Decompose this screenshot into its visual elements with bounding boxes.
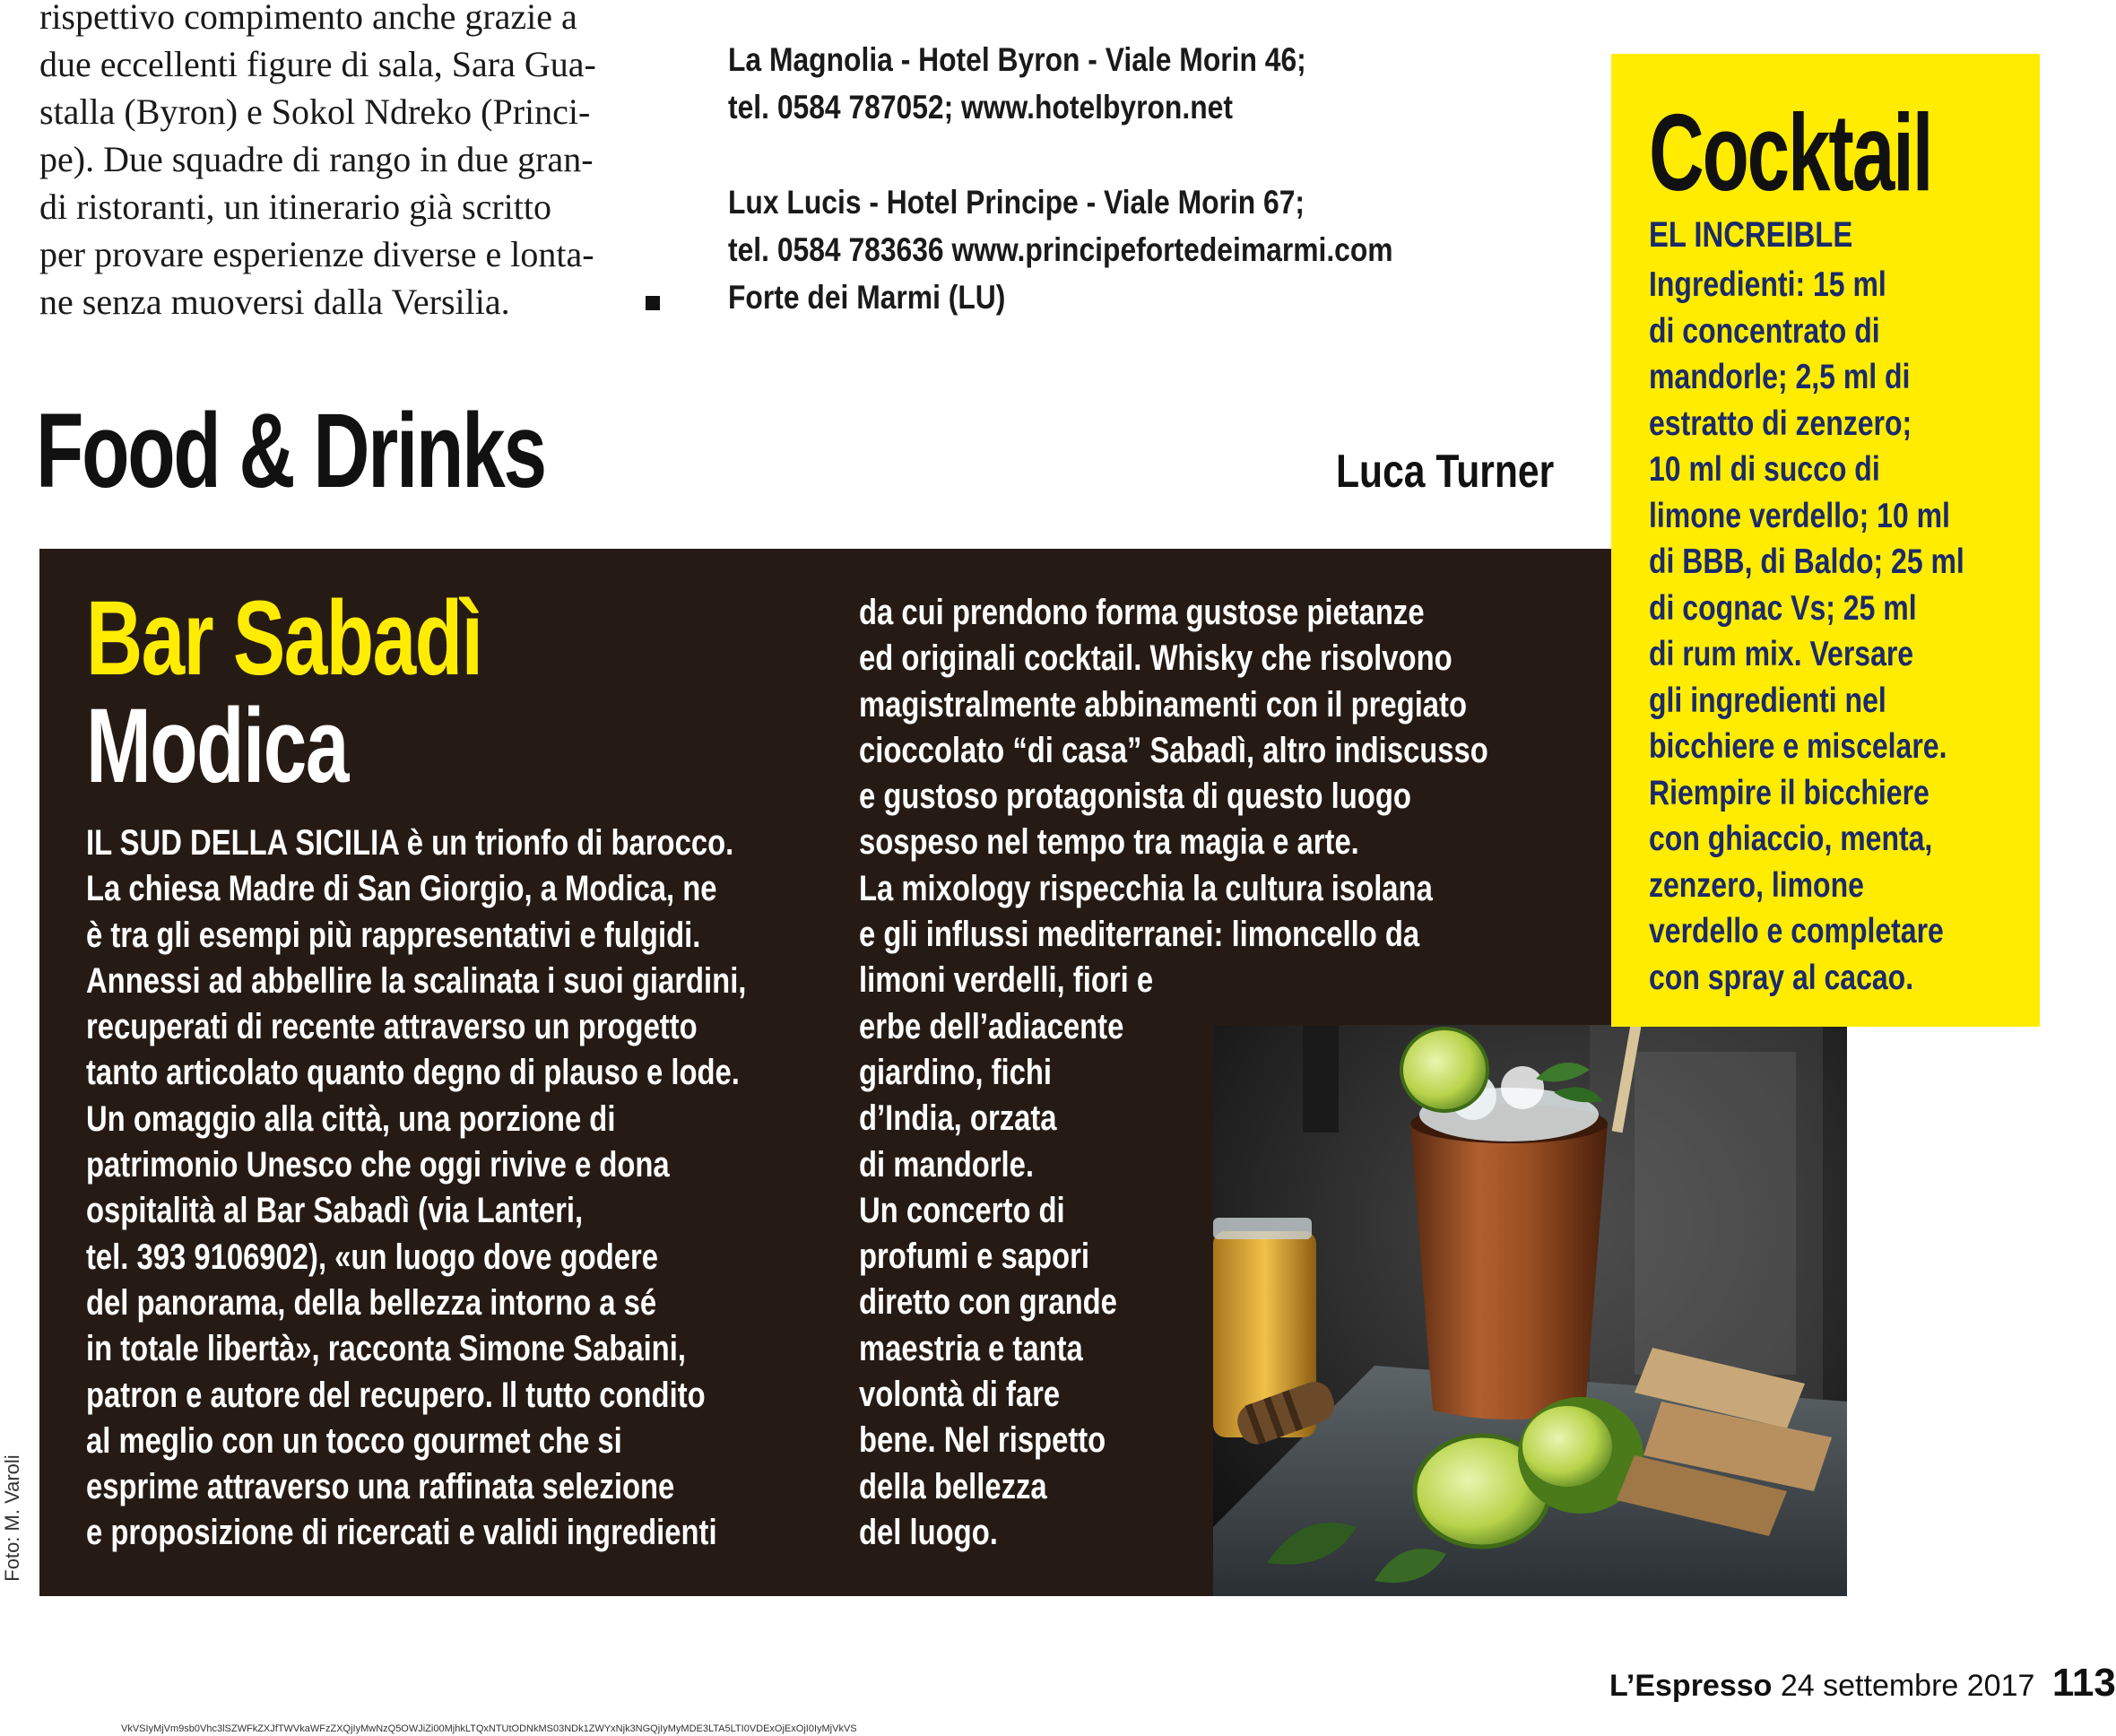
text-line: IL SUD DELLA SICILIA è un trionfo di barocco. xyxy=(86,823,734,863)
text-line: di ristoranti, un itinerario già scritto xyxy=(39,187,551,227)
text-line: La chiesa Madre di San Giorgio, a Modica, ne xyxy=(86,869,717,909)
text-line: Riempire il bicchiere xyxy=(1649,773,1930,812)
text-line: bene. Nel rispetto xyxy=(859,1420,1106,1461)
text-line: del luogo. xyxy=(859,1512,998,1552)
text-line: e gustoso protagonista di questo luogo xyxy=(859,777,1411,817)
text-line: Ingredienti: 15 ml xyxy=(1649,265,1886,304)
tracking-code: VkVSIyMjVm9sb0Vhc3lSZWFkZXJfTWVkaWFzZXQjIyMwNzQ5OWJiZi00MjhkLTQxNTUtODNkMS03NDk1ZWYxNjk3NGQjIyMyMDE3LTA5LTI0VDExOjExOjI0IyMjVkVS xyxy=(121,1723,857,1734)
text-line: di rum mix. Versare xyxy=(1649,635,1914,673)
text-line: 10 ml di succo di xyxy=(1649,450,1880,489)
page-footer xyxy=(1609,1661,2116,1706)
text-line: due eccellenti figure di sala, Sara Gua- xyxy=(39,44,596,84)
text-line: gli ingredienti nel xyxy=(1649,681,1886,720)
text-line: di mandorle. xyxy=(859,1144,1035,1185)
text-line: bicchiere e miscelare. xyxy=(1649,727,1947,766)
address-line: La Magnolia - Hotel Byron - Viale Morin 46; xyxy=(728,41,1306,78)
text-line: tanto articolato quanto degno di plauso e lode. xyxy=(86,1053,740,1093)
text-line: zenzero, limone xyxy=(1649,865,1864,905)
address-line: Lux Lucis - Hotel Principe - Viale Morin 67; xyxy=(728,184,1305,221)
text-line: ne senza muoversi dalla Versilia. xyxy=(39,282,510,322)
text-line: esprime attraverso una raffinata selezione xyxy=(86,1467,675,1507)
text-line: d’India, orzata xyxy=(859,1098,1057,1139)
text-line: e proposizione di ricercati e validi ingredienti xyxy=(86,1513,717,1553)
author-byline: Luca Turner xyxy=(1336,446,1555,498)
text-line: patrimonio Unesco che oggi rivive e dona xyxy=(86,1145,670,1185)
text-line: limone verdello; 10 ml xyxy=(1649,496,1950,535)
text-line: di cognac Vs; 25 ml xyxy=(1649,588,1917,628)
text-line: pe). Due squadre di rango in due gran- xyxy=(39,139,594,179)
cocktail-photo xyxy=(1213,1025,1847,1596)
text-line: per provare esperienze diverse e lonta- xyxy=(39,234,594,274)
text-line: sospeso nel tempo tra magia e arte. xyxy=(859,822,1359,863)
text-line: del panorama, della bellezza intorno a sé xyxy=(86,1282,657,1323)
text-line: mandorle; 2,5 ml di xyxy=(1649,358,1911,396)
text-line: con spray al cacao. xyxy=(1649,958,1914,997)
text-line: della bellezza xyxy=(859,1466,1047,1506)
cocktail-recipe-text xyxy=(1649,262,2031,1001)
text-line: giardino, fichi xyxy=(859,1052,1053,1092)
text-line: al meglio con un tocco gourmet che si xyxy=(86,1420,622,1461)
text-line: recuperati di recente attraverso un progetto xyxy=(86,1007,698,1047)
cocktail-recipe-box xyxy=(1611,54,2040,1027)
text-line: e gli influssi mediterranei: limoncello da xyxy=(859,915,1420,955)
text-line: La mixology rispecchia la cultura isolana xyxy=(859,868,1433,908)
section-title: Food & Drinks xyxy=(36,392,545,510)
text-line: in totale libertà», racconta Simone Sabaini, xyxy=(86,1329,686,1369)
text-line: stalla (Byron) e Sokol Ndreko (Princi- xyxy=(39,91,591,132)
text-line: Annessi ad abbellire la scalinata i suoi giardini, xyxy=(86,960,747,1001)
text-line: maestria e tanta xyxy=(859,1328,1083,1368)
photo-credit: Foto: M. Varoli xyxy=(1,1454,23,1582)
text-line: cioccolato “di casa” Sabadì, altro indiscusso xyxy=(859,730,1488,770)
address-block xyxy=(728,36,1535,321)
cocktail-box-title: Cocktail xyxy=(1649,91,1932,213)
text-line: con ghiaccio, menta, xyxy=(1649,820,1933,858)
text-line: è tra gli esempi più rappresentativi e fulgidi. xyxy=(86,915,701,955)
address-line: Forte dei Marmi (LU) xyxy=(728,279,1006,316)
text-line: ed originali cocktail. Whisky che risolvono xyxy=(859,638,1453,679)
previous-article-text xyxy=(39,0,667,326)
article-title: Bar Sabadì xyxy=(86,579,482,698)
article-column-1 xyxy=(86,820,748,1557)
text-line: erbe dell’adiacente xyxy=(859,1006,1124,1046)
text-line: profumi e sapori xyxy=(859,1237,1089,1277)
text-line: estratto di zenzero; xyxy=(1649,404,1912,443)
text-line: di BBB, di Baldo; 25 ml xyxy=(1649,542,1964,581)
text-line: magistralmente abbinamenti con il pregiato xyxy=(859,684,1468,725)
text-line: da cui prendono forma gustose pietanze xyxy=(859,593,1425,632)
text-line: patron e autore del recupero. Il tutto condito xyxy=(86,1375,706,1415)
text-line: volontà di fare xyxy=(859,1375,1061,1415)
text-line: tel. 393 9106902), «un luogo dove godere xyxy=(86,1237,658,1277)
text-line: Un concerto di xyxy=(859,1190,1065,1230)
address-line: tel. 0584 787052; www.hotelbyron.net xyxy=(728,89,1233,126)
article-subtitle: Modica xyxy=(86,687,348,805)
cocktail-name: EL INCREIBLE xyxy=(1649,215,1853,255)
text-line: verdello e completare xyxy=(1649,912,1944,950)
address-line: tel. 0584 783636 www.principefortedeimarmi.com xyxy=(728,231,1393,268)
text-line: di concentrato di xyxy=(1649,311,1880,351)
page-number: 113 xyxy=(2051,1661,2116,1705)
text-line: ospitalità al Bar Sabadì (via Lanteri, xyxy=(86,1191,584,1231)
text-line: rispettivo compimento anche grazie a xyxy=(39,0,577,37)
magazine-name: L’Espresso xyxy=(1609,1669,1773,1703)
text-line: Un omaggio alla città, una porzione di xyxy=(86,1098,616,1139)
text-line: diretto con grande xyxy=(859,1282,1117,1323)
end-of-article-square-icon xyxy=(646,296,660,310)
issue-date: 24 settembre 2017 xyxy=(1780,1669,2035,1703)
text-line: limoni verdelli, fiori e xyxy=(859,960,1154,1001)
